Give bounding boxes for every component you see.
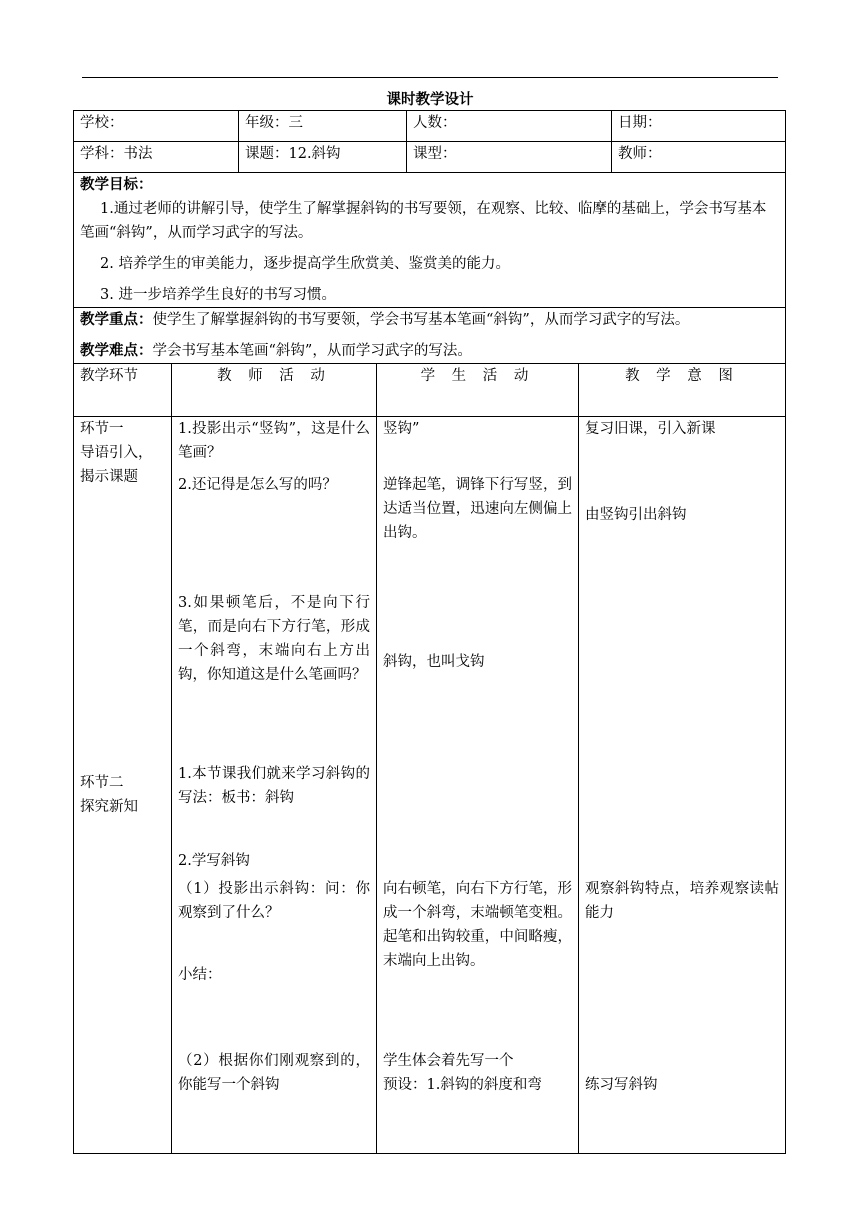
objectives-row bbox=[74, 173, 786, 308]
intent-note: 练习写斜钩 bbox=[585, 1077, 658, 1093]
content-row bbox=[74, 417, 786, 1154]
key-difficulty-row bbox=[74, 308, 786, 364]
objective-item: 1.通过老师的讲解引导，使学生了解掌握斜钩的书写要领，在观察、比较、临摩的基础上，学会书写基本笔画“斜钩”，从而学习武字的写法。 bbox=[80, 201, 767, 241]
intent-column bbox=[579, 417, 786, 1154]
teacher-step: 1.投影出示“竖钩”，这是什么笔画？ bbox=[178, 421, 370, 461]
document-title: 课时教学设计 bbox=[386, 92, 474, 108]
teacher-activity-column bbox=[172, 417, 377, 1154]
objectives-label: 教学目标： bbox=[80, 177, 153, 193]
header-teacher: 教 师 活 动 bbox=[172, 364, 377, 417]
stage-column bbox=[74, 417, 172, 1154]
header-intent: 教 学 意 图 bbox=[579, 364, 786, 417]
objectives-cell bbox=[74, 173, 786, 308]
stage-one bbox=[80, 417, 165, 489]
teacher-step: 小结： bbox=[178, 967, 222, 983]
student-response: 学生体会着先写一个 bbox=[383, 1053, 514, 1069]
intent-note: 观察斜钩特点，培养观察读帖能力 bbox=[585, 881, 779, 921]
student-activity-column bbox=[377, 417, 579, 1154]
objective-item: 2. 培养学生的审美能力，逐步提高学生欣赏美、鉴赏美的能力。 bbox=[100, 256, 510, 272]
teacher-step: 2.还记得是怎么写的吗？ bbox=[178, 477, 337, 493]
teacher-step: 3.如果顿笔后，不是向下行笔，而是向右下方行笔，形成一个斜弯，末端向右上方出钩，你知道这是什么笔画吗？ bbox=[178, 595, 370, 683]
type-cell: 课型： bbox=[407, 142, 612, 173]
difficulty-label: 教学难点： bbox=[80, 343, 153, 359]
subject-cell: 学科：书法 bbox=[74, 142, 239, 173]
student-response: 逆锋起笔，调锋下行写竖，到达适当位置，迅速向左侧偏上出钩。 bbox=[383, 477, 572, 541]
school-cell: 学校： bbox=[74, 111, 239, 142]
stage-one-title: 环节一 bbox=[80, 421, 124, 437]
count-cell: 人数： bbox=[407, 111, 612, 142]
header-student: 学 生 活 动 bbox=[377, 364, 579, 417]
stage-one-line: 导语引入， bbox=[80, 445, 153, 461]
stage-two bbox=[80, 771, 165, 819]
key-difficulty-cell bbox=[74, 308, 786, 364]
objective-item: 3. 进一步培养学生良好的书写习惯。 bbox=[100, 287, 336, 303]
teacher-cell: 教师： bbox=[612, 142, 786, 173]
lesson-plan-table bbox=[73, 110, 786, 1154]
key-points-text: 使学生了解掌握斜钩的书写要领，学会书写基本笔画“斜钩”，从而学习武字的写法。 bbox=[152, 312, 690, 328]
info-row-2 bbox=[74, 142, 786, 173]
stage-two-title: 环节二 bbox=[80, 775, 124, 791]
teacher-step: （1）投影出示斜钩：问：你观察到了什么？ bbox=[178, 881, 370, 921]
column-header-row bbox=[74, 364, 786, 417]
header-rule bbox=[82, 77, 778, 78]
student-response: 向右顿笔，向右下方行笔，形成一个斜弯，末端顿笔变粗。起笔和出钩较重，中间略瘦，末端向上出钩。 bbox=[383, 881, 572, 969]
student-response: 斜钩，也叫戈钩 bbox=[383, 654, 485, 670]
difficulty-paragraph bbox=[80, 339, 779, 363]
difficulty-text: 学会书写基本笔画“斜钩”，从而学习武字的写法。 bbox=[152, 343, 472, 359]
grade-cell: 年级：三 bbox=[239, 111, 407, 142]
key-points-paragraph bbox=[80, 308, 779, 332]
student-response: 预设：1.斜钩的斜度和弯 bbox=[383, 1077, 542, 1093]
intent-note: 由竖钩引出斜钩 bbox=[585, 507, 687, 523]
date-cell: 日期： bbox=[612, 111, 786, 142]
stage-one-line: 揭示课题 bbox=[80, 469, 138, 485]
teacher-step: 2.学写斜钩 bbox=[178, 853, 250, 869]
key-points-label: 教学重点： bbox=[80, 312, 153, 328]
info-row-1 bbox=[74, 111, 786, 142]
teacher-step: 1.本节课我们就来学习斜钩的写法：板书：斜钩 bbox=[178, 766, 370, 806]
header-stage: 教学环节 bbox=[74, 364, 172, 417]
stage-two-line: 探究新知 bbox=[80, 799, 138, 815]
topic-cell: 课题：12.斜钩 bbox=[239, 142, 407, 173]
teacher-step: （2）根据你们刚观察到的，你能写一个斜钩 bbox=[178, 1053, 370, 1093]
intent-note: 复习旧课，引入新课 bbox=[585, 421, 716, 437]
student-response: 竖钩” bbox=[383, 421, 420, 437]
